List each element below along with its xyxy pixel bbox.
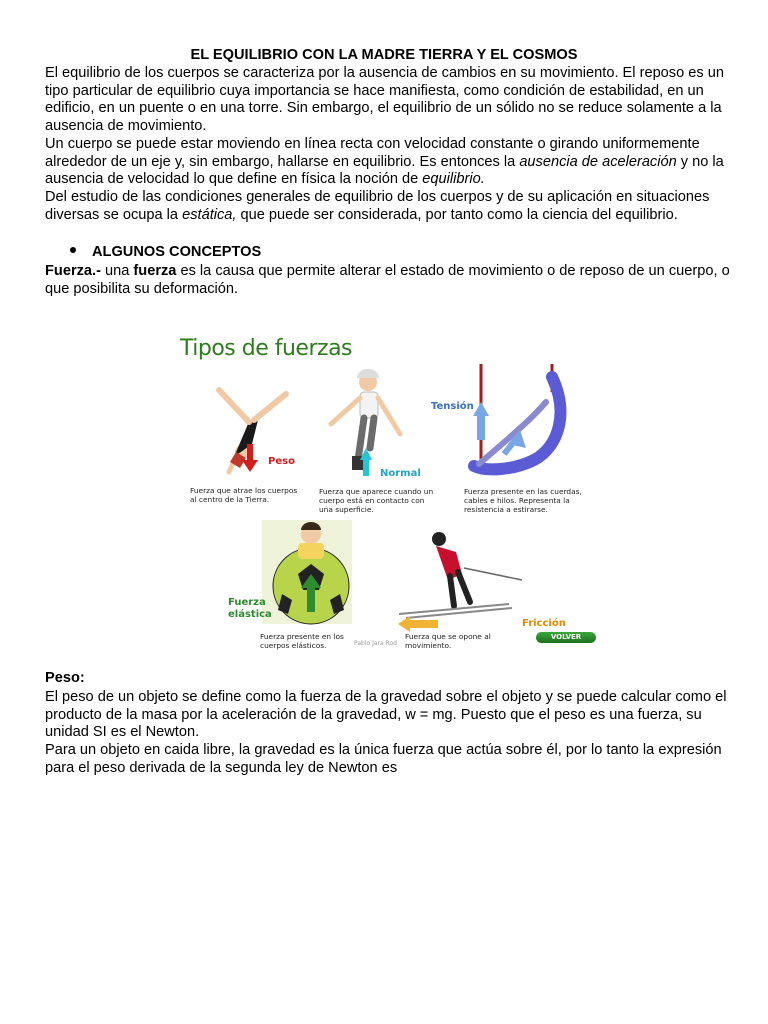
paragraph-caida-libre: Para un objeto en caida libre, la gravedad es la única fuerza que actúa sobre él, por lo tanto la expresión para el peso derivada de la segunda ley de Newton es (45, 742, 722, 776)
term-equilibrio: equilibrio. (422, 171, 485, 188)
heading-peso: Peso: (45, 670, 85, 686)
paragraph-peso: El peso de un objeto se define como la fuerza de la gravedad sobre el objeto y se puede calcular como el producto de la masa por la aceleración de la gravedad, w = mg. Puesto que el peso es una fuerza, su unidad SI es el Newton. (45, 689, 727, 741)
figure-credit: Pablo Jara Rod (354, 640, 397, 647)
section-heading-conceptos: ALGUNOS CONCEPTOS (70, 244, 261, 262)
caption-normal: Fuerza que aparece cuando un cuerpo está en contacto con una superficie. (319, 487, 434, 514)
label-peso: Peso (268, 456, 295, 467)
caption-friccion: Fuerza que se opone al movimiento. (405, 632, 491, 650)
friccion-arrow-icon (398, 616, 438, 632)
label-normal: Normal (380, 468, 421, 479)
volver-button[interactable]: VOLVER (536, 632, 596, 643)
term-estatica: estática, (182, 206, 237, 223)
caption-peso: Fuerza que atrae los cuerpos al centro de la Tierra. (190, 486, 298, 504)
tension-figure-icon (474, 364, 560, 470)
skier-figure-icon (399, 532, 522, 618)
term-aceleracion: ausencia de aceleración (519, 153, 677, 170)
caption-tension: Fuerza presente en las cuerdas, cables e hilos. Representa la resistencia a estirarse. (464, 487, 582, 514)
forces-illustration (174, 332, 602, 658)
paragraph-intro: El equilibrio de los cuerpos se caracteriza por la ausencia de cambios en su movimiento. El reposo es un tipo particular de equilibrio cuya importancia se hace manifiesta, como condición de estabilidad, en un edificio, en un puente o en una torre. Sin embargo, el equilibrio de un sólido no se reduce solamente a la ausencia de movimiento. (45, 65, 724, 134)
document-title: EL EQUILIBRIO CON LA MADRE TIERRA Y EL COSMOS (190, 47, 578, 63)
caption-elastica: Fuerza presente en los cuerpos elásticos. (260, 632, 344, 650)
bullet-dot-icon (70, 247, 76, 253)
label-tension: Tensión (431, 401, 474, 412)
term-fuerza: fuerza (133, 263, 177, 279)
label-friccion: Fricción (522, 618, 566, 629)
label-elastica: Fuerza elástica (228, 597, 272, 620)
term-fuerza-label: Fuerza.- (45, 263, 101, 279)
paragraph-fuerza: Fuerza.- una fuerza es la causa que permite alterar el estado de movimiento o de reposo de un cuerpo, o que posibilita su deformación. (45, 263, 730, 297)
figure-title: Tipos de fuerzas (180, 336, 353, 361)
paragraph-motion: Un cuerpo se puede estar moviendo en línea recta con velocidad constante o girando uniformemente alrededor de un eje y, sin embargo, hallarse en equilibrio. Es entonces la ausencia de aceleración y no la ausencia de velocidad lo que define en física la noción de equilibrio. (45, 136, 724, 188)
paragraph-estatica: Del estudio de las condiciones generales de equilibrio de los cuerpos y de su aplicación en situaciones diversas se ocupa la estática, que puede ser considerada, por tanto como la ciencia del equilibrio. (45, 189, 710, 223)
